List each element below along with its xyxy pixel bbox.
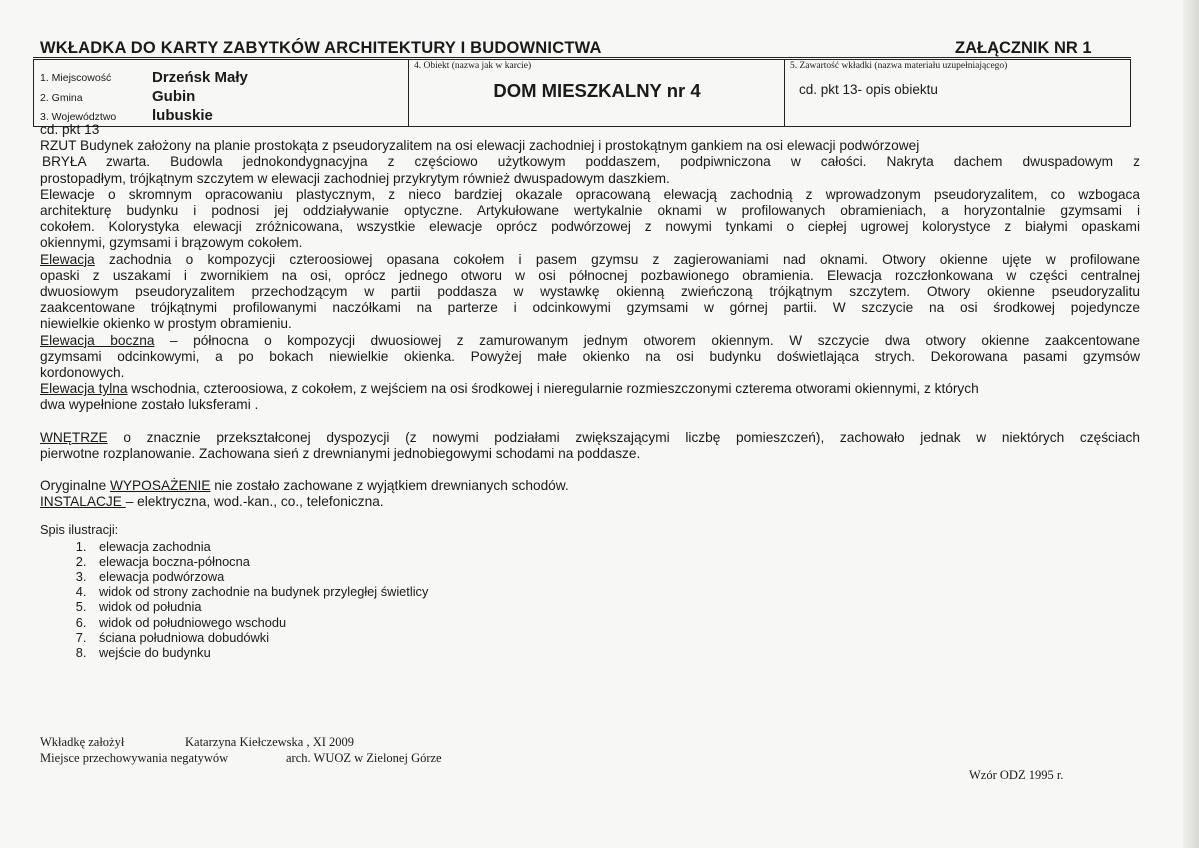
interior-heading: WNĘTRZE [40, 429, 108, 445]
voivodeship-label: 3. Województwo [40, 111, 117, 123]
side-elevation-line-3: kordonowych. [40, 365, 125, 381]
negatives-storage-value: arch. WUOZ w Zielonej Górze [286, 751, 442, 765]
elevations-line-2: architekturę budynku i podnosi jej oddziaływanie optyczne. Artykułowane wertykalnie oknami w profilowanych obramieniach, a horyzontalnie gzymsami i [40, 203, 1140, 219]
list-item: 5. widok od południa [90, 599, 1140, 614]
content-box [784, 59, 1131, 127]
annex-number: ZAŁĄCZNIK NR 1 [955, 39, 1092, 57]
elevations-line-4: okiennymi, gzymsami i brązowym cokołem. [40, 235, 303, 251]
side-elevation-line-2: gzymsami odcinkowymi, a po bokach niewielkie okienka. Powyżej małe okienko na osi budynku doświetlająca strych. Dekorowana pasami gzymsów [40, 348, 1140, 364]
interior-line-2: pierwotne rozplanowanie. Zachowana sień z drewnianymi jednobiegowymi schodami na poddasze. [40, 445, 641, 461]
rear-elevation-line-2: dwa wypełnione zostało luksferami . [40, 397, 259, 413]
interior-line-1: WNĘTRZE o znacznie przekształconej dyspozycji (z nowymi podziałami zwiększającymi liczbę pomieszczeń), zachowało jednak w niektórych częściach [40, 429, 1140, 445]
installations-line: INSTALACJE – elektryczna, wod.-kan., co., telefoniczna. [40, 494, 384, 510]
side-elevation-line-1: Elewacja boczna – północna o kompozycji dwuosiowej z zamurowanym jednym otworem okiennym. W szczycie dwa otwory okienne zaakcentowane [40, 332, 1140, 348]
commune-label: 2. Gmina [40, 92, 83, 104]
page-edge [1183, 0, 1199, 848]
illustrations-heading: Spis ilustracji: [40, 522, 119, 538]
list-item: 3. elewacja podwórzowa [90, 569, 1140, 584]
location-box [33, 59, 409, 127]
west-elevation-line-1: Elewacja zachodnia o kompozycji czteroosiowej opasana cokołem i pasem gzymsu z zagierowaniami nad oknami. Otwory okienne ujęte w profilowane [40, 251, 1140, 267]
description-body [40, 122, 1140, 660]
locality-value: Drzeńsk Mały [152, 69, 248, 86]
created-by-label: Wkładkę założył [40, 735, 125, 749]
west-elevation-heading: Elewacja [40, 251, 95, 267]
commune-value: Gubin [152, 88, 196, 105]
list-item: 7. ściana południowa dobudówki [90, 630, 1140, 645]
bryla-line-1: BRYŁA zwarta. Budowla jednokondygnacyjna z częściowo użytkowym poddaszem, podpiwniczona w całości. Nakryta dachem dwuspadowym z [42, 154, 1140, 170]
list-item: 4. widok od strony zachodnie na budynek przyległej świetlicy [90, 584, 1140, 599]
list-item: 8. wejście do budynku [90, 645, 1140, 660]
negatives-storage-label: Miejsce przechowywania negatywów [40, 751, 229, 765]
furnishing-line: Oryginalne WYPOSAŻENIE nie zostało zachowane z wyjątkiem drewnianych schodów. [40, 478, 569, 494]
object-label: 4. Obiekt (nazwa jak w karcie) [414, 61, 532, 71]
rear-elevation-line-1: Elewacja tylna wschodnia, czteroosiowa, z cokołem, z wejściem na osi środkowej i nieregularnie rozmieszczonymi czterema otworami okiennymi, z których [40, 381, 979, 397]
continuation-note: cd. pkt 13 [40, 122, 100, 137]
locality-label: 1. Miejscowość [40, 72, 112, 84]
west-elevation-line-5: niewielkie okienko w prostym obramieniu. [40, 316, 292, 332]
object-name: DOM MIESZKALNY nr 4 [493, 80, 701, 101]
content-label: 5. Zawartość wkładki (nazwa materiału uzupełniającego) [790, 61, 1008, 71]
list-item: 6. widok od południowego wschodu [90, 615, 1140, 630]
side-elevation-heading: Elewacja boczna [40, 332, 155, 348]
west-elevation-line-4: zaakcentowane trójkątnymi profilowanymi naczółkami na parterze i odcinkowymi gzymsami w górnej partii. W szczycie na osi środkowej pojedyncze [40, 300, 1140, 316]
object-box [408, 59, 785, 127]
list-item: 2. elewacja boczna-północna [90, 554, 1140, 569]
elevations-line-1: Elewacje o skromnym opracowaniu plastycznym, z nieco bardziej okazale opracowaną elewacją zachodnią z wprowadzonym pseudoryzalitem, co wzbogaca [40, 186, 1140, 202]
rzut-paragraph: RZUT Budynek założony na planie prostokąta z pseudoryzalitem na osi elewacji zachodniej i prostokątnym gankiem na osi elewacji podwórzowej [40, 138, 920, 154]
bryla-line-2: prostopadłym, trójkątnym szczytem w elewacji zachodniej przykrytym również dwuspadowym daszkiem. [40, 170, 670, 186]
furnishing-heading: WYPOSAŻENIE [110, 478, 211, 494]
installations-heading: INSTALACJE [40, 494, 126, 510]
west-elevation-line-2: opaski z uszakami i zwornikiem na osi, oprócz jednego otworu w osi północnej pozbawionego obramienia. Elewacja rozczłonkowana w części centralnej [40, 267, 1140, 283]
form-title: WKŁADKA DO KARTY ZABYTKÓW ARCHITEKTURY I BUDOWNICTWA [40, 39, 602, 57]
list-item: 1. elewacja zachodnia [90, 539, 1140, 554]
illustrations-list [40, 539, 1140, 661]
header-rule [33, 57, 1131, 58]
template-version: Wzór ODZ 1995 r. [969, 768, 1064, 782]
west-elevation-line-3: dwuosiowym pseudoryzalitem przechodzącym w partii poddasza w wystawkę okienną zwieńczoną trójkątnym szczytem. Otwory okienne pseudoryzalitu [40, 284, 1140, 300]
voivodeship-value: lubuskie [152, 107, 213, 124]
content-value: cd. pkt 13- opis obiektu [799, 82, 938, 97]
rear-elevation-heading: Elewacja tylna [40, 381, 128, 397]
created-by-value: Katarzyna Kiełczewska , XI 2009 [185, 735, 355, 749]
elevations-line-3: cokołem. Kolorystyka elewacji zróżnicowana, wszystkie elewacje oprócz podwórzowej z nowymi tynkami o ciepłej ugrowej kolorystyce z białymi opaskami [40, 219, 1140, 235]
